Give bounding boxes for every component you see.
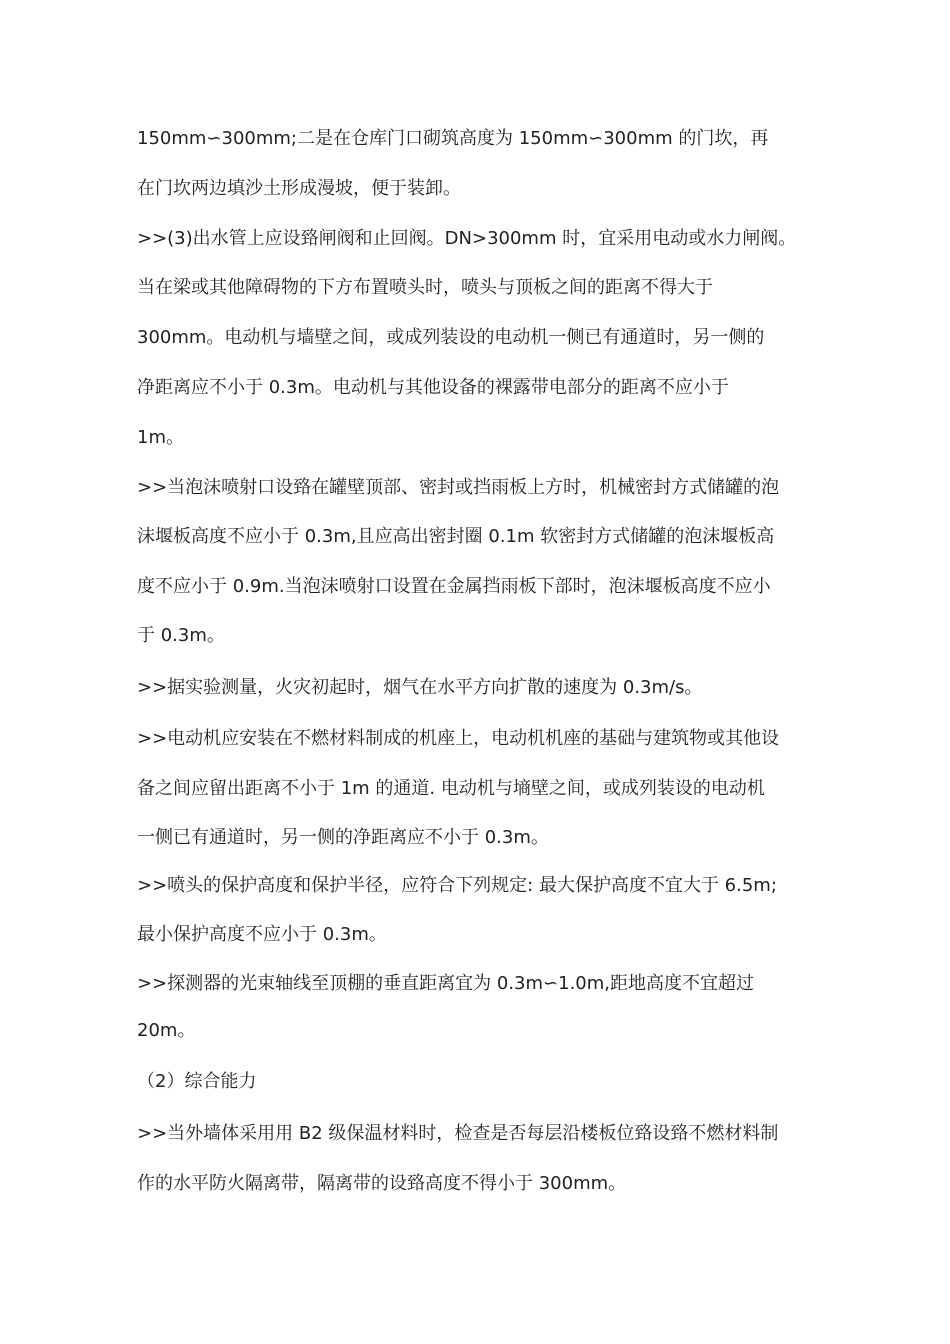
text-line: 备之间应留出距离不小于 1m 的通道. 电动机与墒壁之间，或成列装设的电动机	[137, 778, 765, 799]
text-line: >>据实验测量，火灾初起时，烟气在水平方向扩散的速度为 0.3m/s。	[137, 677, 703, 698]
text-line: >>喷头的保护高度和保护半径，应符合下列规定: 最大保护高度不宜大于 6.5m;	[137, 875, 777, 896]
text-line: >>当外墙体采用用 B2 级保温材料时，检查是否每层沿楼板位臵设臵不燃材料制	[137, 1123, 779, 1144]
text-line: >>探测器的光束轴线至顶棚的垂直距离宜为 0.3m∽1.0m,距地高度不宜超过	[137, 973, 755, 994]
text-line: >>电动机应安装在不燃材料制成的机座上，电动机机座的基础与建筑物或其他设	[137, 728, 780, 749]
text-line: 作的水平防火隔离带，隔离带的设臵高度不得小于 300mm。	[137, 1173, 627, 1194]
text-line: 在门坎两边填沙土形成漫坡，便于装卸。	[137, 178, 461, 199]
text-line: 1m。	[137, 427, 184, 448]
text-line: 最小保护高度不应小于 0.3m。	[137, 924, 387, 945]
text-line: 净距离应不小于 0.3m。电动机与其他设备的裸露带电部分的距离不应小于	[137, 377, 729, 398]
section-heading: （2）综合能力	[137, 1071, 257, 1092]
text-line: 300mm。电动机与墙壁之间，或成列装设的电动机一侧已有通道时，另一侧的	[137, 327, 765, 348]
text-line: >>当泡沫喷射口设臵在罐壁顶部、密封或挡雨板上方时，机械密封方式储罐的泡	[137, 477, 780, 498]
text-line: 当在梁或其他障碍物的下方布置喷头时，喷头与顶板之间的距离不得大于	[137, 277, 713, 298]
text-line: 一侧已有通道时，另一侧的净距离应不小于 0.3m。	[137, 827, 549, 848]
text-line: 于 0.3m。	[137, 625, 225, 646]
text-line: 20m。	[137, 1020, 196, 1041]
text-line: 度不应小于 0.9m.当泡沫喷射口设置在金属挡雨板下部时，泡沫堰板高度不应小	[137, 576, 771, 597]
text-line: 沫堰板高度不应小于 0.3m,且应高出密封圈 0.1m 软密封方式储罐的泡沫堰板高	[137, 526, 775, 547]
text-line: >>(3)出水管上应设臵闸阀和止回阀。DN>300mm 时，宜采用电动或水力闸阀。	[137, 228, 797, 249]
text-line: 150mm∽300mm;二是在仓库门口砌筑高度为 150mm∽300mm 的门坎，再	[137, 128, 769, 149]
